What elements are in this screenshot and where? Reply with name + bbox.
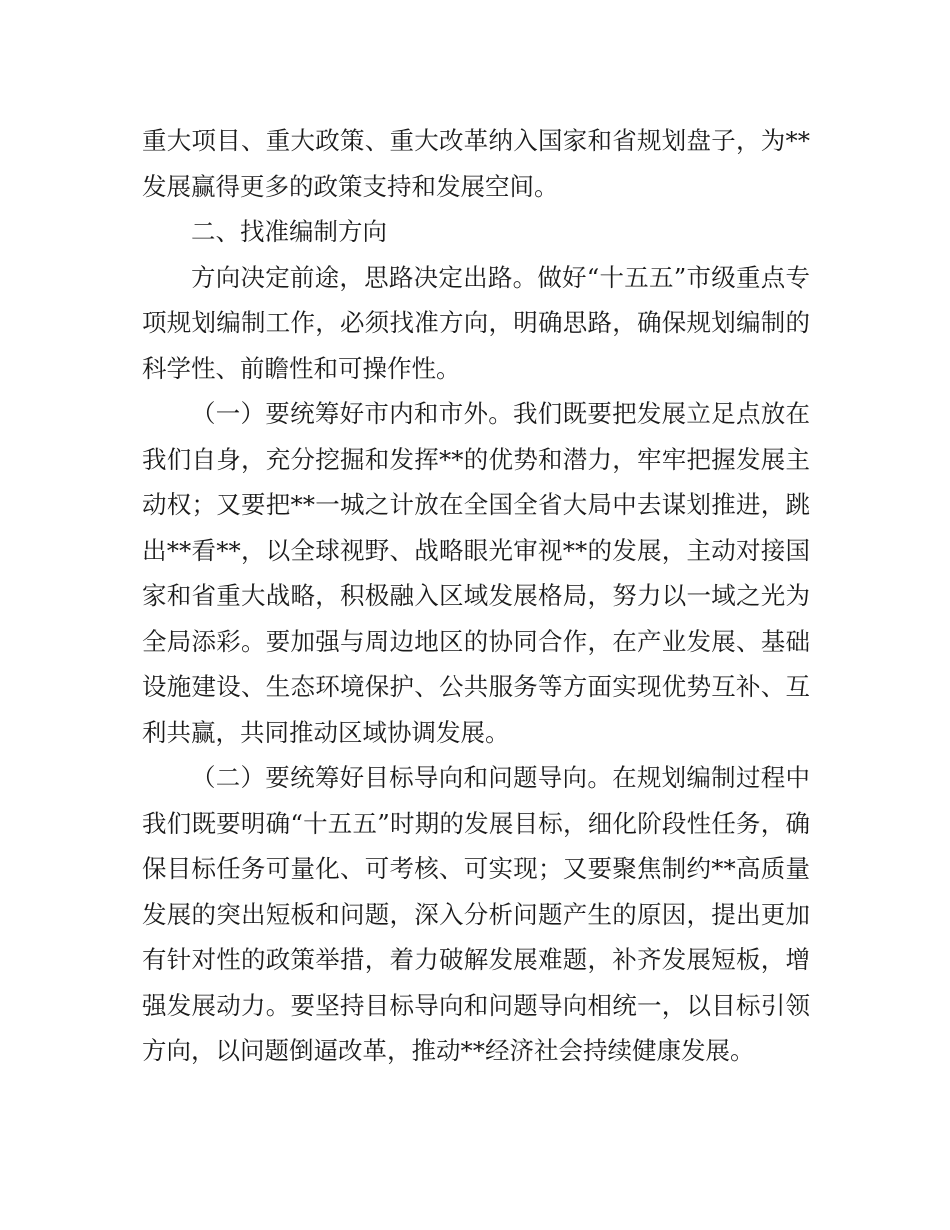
- section-heading: 二、找准编制方向: [191, 217, 387, 246]
- paragraph-subsection-1: （一）要统筹好市内和市外。我们既要把发展立足点放在我们自身，充分挖掘和发挥**的优势和潜力，牢牢把握发展主动权；又要把**一城之计放在全国全省大局中去谋划推进，跳出**看**，以全球视野、战略眼光审视**的发展，主动对接国家和省重大战略，积极融入区域发展格局，努力以一域之光为全局添彩。要加强与周边地区的协同合作，在产业发展、基础设施建设、生态环境保护、公共服务等方面实现优势互补、互利共赢，共同推动区域协调发展。: [142, 399, 810, 747]
- paragraph-subsection-2: （二）要统筹好目标导向和问题导向。在规划编制过程中我们既要明确“十五五”时期的发展目标，细化阶段性任务，确保目标任务可量化、可考核、可实现；又要聚焦制约**高质量发展的突出短板和问题，深入分析问题产生的原因，提出更加有针对性的政策举措，着力破解发展难题，补齐发展短板，增强发展动力。要坚持目标导向和问题导向相统一，以目标引领方向，以问题倒逼改革，推动**经济社会持续健康发展。: [142, 763, 810, 1065]
- document-body: [142, 118, 810, 1074]
- paragraph: 方向决定前途，思路决定出路。做好“十五五”市级重点专项规划编制工作，必须找准方向，明确思路，确保规划编制的科学性、前瞻性和可操作性。: [142, 262, 810, 383]
- paragraph-continued: 重大项目、重大政策、重大改革纳入国家和省规划盘子，为**发展赢得更多的政策支持和发展空间。: [142, 126, 810, 201]
